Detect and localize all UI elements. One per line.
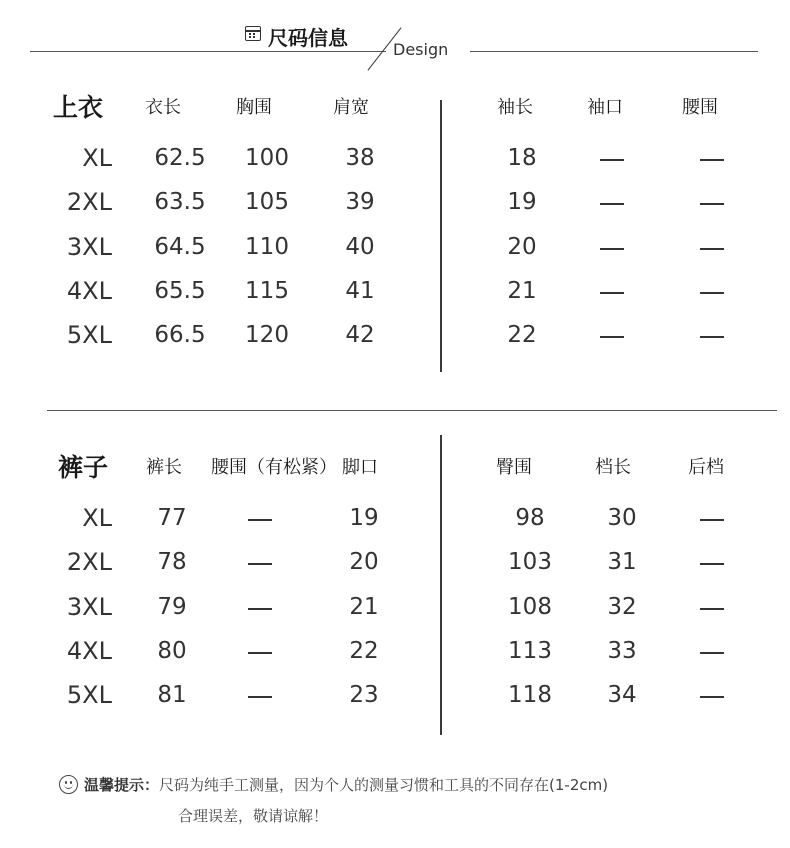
top-cell: 110 (245, 234, 289, 260)
bottom-size-label: 2XL (66, 548, 112, 576)
tips-label: 温馨提示： (84, 776, 160, 794)
bottom-empty-dash (248, 652, 272, 654)
top-empty-dash (700, 159, 724, 161)
bottom-empty-dash (248, 519, 272, 521)
bottom-cell: 81 (157, 682, 187, 708)
tips-line-1 (84, 774, 608, 795)
bottom-cell: 118 (508, 682, 552, 708)
bottom-column-divider (440, 435, 442, 735)
bottom-cell: 21 (349, 594, 379, 620)
bottom-cell: 103 (508, 549, 552, 575)
top-empty-dash (700, 292, 724, 294)
tips-text: 尺码为纯手工测量，因为个人的测量习惯和工具的不同存在(1-2cm) (159, 776, 609, 794)
bottom-cell: 23 (349, 682, 379, 708)
bottom-cell: 98 (515, 505, 545, 531)
top-cell: 21 (507, 278, 537, 304)
bottom-cell: 79 (157, 594, 187, 620)
bottom-cell: 77 (157, 505, 187, 531)
top-header-0: 衣长 (145, 97, 181, 118)
bottom-header-2: 脚口 (342, 457, 378, 478)
section-title-top: 上衣 (53, 93, 104, 122)
bottom-empty-dash (700, 652, 724, 654)
bottom-cell: 113 (508, 638, 552, 664)
bottom-cell: 80 (157, 638, 187, 664)
design-label: Design (393, 40, 449, 59)
bottom-cell: 19 (349, 505, 379, 531)
bottom-cell: 33 (607, 638, 637, 664)
tips-line-2: 合理误差，敬请谅解！ (178, 807, 329, 825)
top-size-label: 4XL (66, 277, 112, 305)
top-header-2: 肩宽 (333, 97, 369, 118)
section-divider (47, 410, 777, 411)
header-rule-right (470, 51, 758, 52)
bottom-cell: 34 (607, 682, 637, 708)
bottom-cell: 20 (349, 549, 379, 575)
header-rule-left (30, 51, 386, 52)
top-header-1: 胸围 (236, 97, 272, 118)
top-empty-dash (600, 159, 624, 161)
bottom-header-5: 后档 (688, 457, 724, 478)
top-size-label: 2XL (66, 188, 112, 216)
top-header-5: 腰围 (682, 97, 718, 118)
bottom-empty-dash (700, 563, 724, 565)
top-cell: 22 (507, 322, 537, 348)
top-empty-dash (700, 248, 724, 250)
top-cell: 65.5 (154, 278, 206, 304)
bottom-cell: 22 (349, 638, 379, 664)
bottom-header-1: 腰围（有松紧） (211, 457, 337, 478)
bottom-empty-dash (700, 519, 724, 521)
top-empty-dash (700, 336, 724, 338)
bottom-empty-dash (700, 696, 724, 698)
top-column-divider (440, 100, 442, 372)
top-cell: 115 (245, 278, 289, 304)
bottom-cell: 108 (508, 594, 552, 620)
bottom-cell: 32 (607, 594, 637, 620)
bottom-cell: 30 (607, 505, 637, 531)
top-size-label: 3XL (66, 233, 112, 261)
smiley-icon (59, 775, 78, 794)
bottom-size-label: 4XL (66, 637, 112, 665)
top-cell: 19 (507, 189, 537, 215)
top-cell: 20 (507, 234, 537, 260)
top-cell: 38 (345, 145, 375, 171)
page-title: 尺码信息 (268, 26, 348, 50)
top-cell: 120 (245, 322, 289, 348)
top-cell: 63.5 (154, 189, 206, 215)
bottom-header-3: 臀围 (496, 457, 532, 478)
bottom-size-label: XL (82, 504, 112, 532)
section-title-bottom: 裤子 (58, 453, 109, 482)
top-header-3: 袖长 (497, 97, 533, 118)
bottom-empty-dash (248, 608, 272, 610)
top-cell: 64.5 (154, 234, 206, 260)
top-cell: 105 (245, 189, 289, 215)
top-empty-dash (600, 203, 624, 205)
top-empty-dash (600, 292, 624, 294)
bottom-size-label: 3XL (66, 593, 112, 621)
top-size-label: XL (82, 144, 112, 172)
top-header-4: 袖口 (587, 97, 623, 118)
bottom-cell: 31 (607, 549, 637, 575)
top-cell: 41 (345, 278, 375, 304)
bottom-empty-dash (248, 563, 272, 565)
top-size-label: 5XL (66, 321, 112, 349)
top-cell: 39 (345, 189, 375, 215)
top-cell: 42 (345, 322, 375, 348)
top-cell: 18 (507, 145, 537, 171)
bottom-cell: 78 (157, 549, 187, 575)
bottom-size-label: 5XL (66, 681, 112, 709)
bottom-empty-dash (700, 608, 724, 610)
top-cell: 62.5 (154, 145, 206, 171)
top-cell: 100 (245, 145, 289, 171)
top-empty-dash (700, 203, 724, 205)
top-cell: 40 (345, 234, 375, 260)
bottom-header-4: 档长 (595, 457, 631, 478)
top-cell: 66.5 (154, 322, 206, 348)
bottom-header-0: 裤长 (146, 457, 182, 478)
top-empty-dash (600, 248, 624, 250)
calendar-icon (245, 26, 261, 41)
top-empty-dash (600, 336, 624, 338)
bottom-empty-dash (248, 696, 272, 698)
